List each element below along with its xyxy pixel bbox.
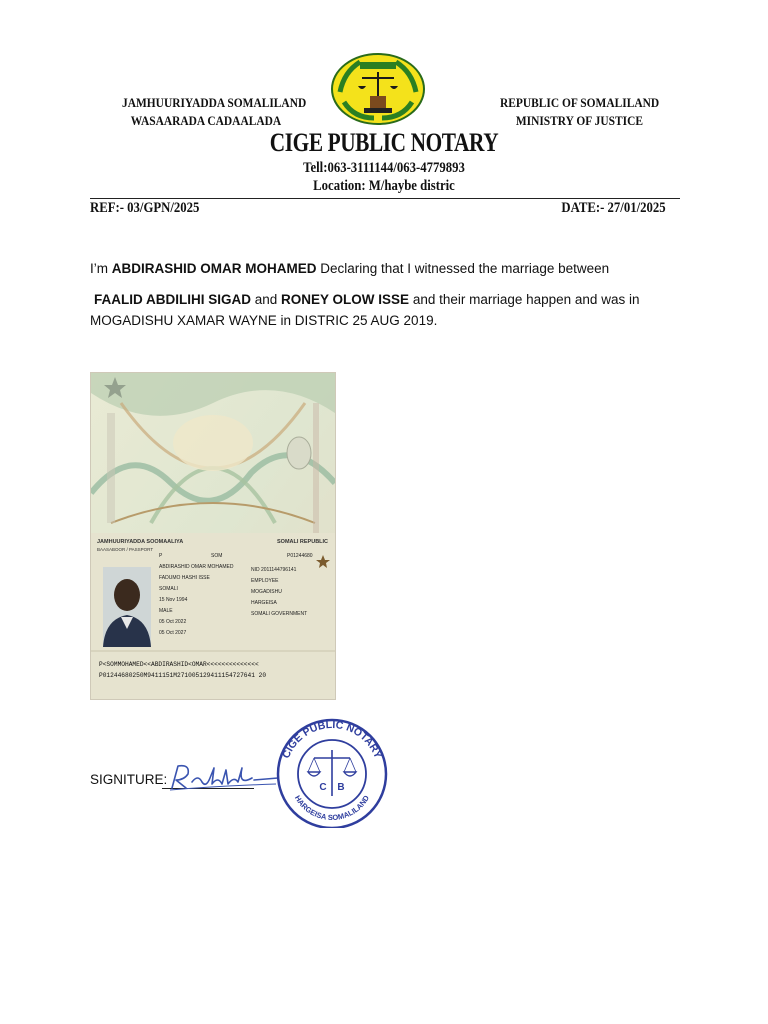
header-left-line2: WASAARADA CADAALADA <box>130 113 282 128</box>
passport-surname: ABDIRASHID OMAR MOHAMED <box>159 564 234 570</box>
declaration-line-1 <box>90 261 609 276</box>
passport-mrz-line1: P<SOMMOHAMED<<ABDIRASHID<OMAR<<<<<<<<<<<<<< <box>99 661 259 668</box>
stamp-initial-right: B <box>337 782 345 793</box>
line1-suffix: Declaring that I witnessed the marriage between <box>316 261 610 276</box>
declaration-line-2 <box>94 292 639 307</box>
stamp-bottom-text: HARGEISA SOMALILAND <box>292 793 372 823</box>
stamp-initial-left: C <box>319 782 327 793</box>
passport-nationality: SOMALI <box>159 586 178 592</box>
passport-country-en: SOMALI REPUBLIC <box>277 539 329 545</box>
signature-label: SIGNITURE: <box>90 772 168 787</box>
party1-name: FAALID ABDILIHI SIGAD <box>94 292 251 307</box>
passport-type: P <box>159 553 163 559</box>
and-word: and <box>251 292 282 307</box>
notary-location: Location: M/haybe distric <box>313 178 455 194</box>
stamp-top-text: CIGE PUBLIC NOTARY <box>280 718 384 761</box>
passport-country-so: JAMHUURIYADDA SOOMAALIYA <box>97 539 184 545</box>
declarant-name: ABDIRASHID OMAR MOHAMED <box>111 261 317 276</box>
header-divider <box>90 198 680 199</box>
header-right-line1: REPUBLIC OF SOMALILAND <box>500 95 660 110</box>
notary-title: CIGE PUBLIC NOTARY <box>269 128 499 157</box>
passport-issue-place: HARGEISA <box>251 600 277 606</box>
reference-number: REF:- 03/GPN/2025 <box>90 200 200 216</box>
somaliland-coat-of-arms-icon <box>330 52 426 126</box>
notary-stamp <box>272 716 392 828</box>
passport-doc-type: BAASABOOR / PASSPORT <box>97 547 154 552</box>
header-left-line1: JAMHUURIYADDA SOMALILAND <box>122 95 307 110</box>
passport-dob: 15 Nov 1994 <box>159 597 188 603</box>
passport-scan-image <box>90 372 336 700</box>
passport-code: SOM <box>211 553 223 559</box>
header-left <box>122 94 306 130</box>
passport-expiry: 05 Oct 2027 <box>159 630 187 636</box>
declaration-line-3: MOGADISHU XAMAR WAYNE in DISTRIC 25 AUG 2019. <box>90 313 438 328</box>
header-right <box>500 94 659 130</box>
passport-birthplace: MOGADISHU <box>251 589 282 595</box>
document-date: DATE:- 27/01/2025 <box>561 200 666 216</box>
header-right-line2: MINISTRY OF JUSTICE <box>515 113 643 128</box>
passport-number: P01244680 <box>287 553 313 559</box>
passport-nid: NID 2011144796141 <box>251 567 297 573</box>
passport-issue: 05 Oct 2022 <box>159 619 187 625</box>
handwritten-signature <box>168 760 280 794</box>
line2-suffix: and their marriage happen and was in <box>409 292 640 307</box>
passport-given: FADUMO HASHI ISSE <box>159 575 210 581</box>
party2-name: RONEY OLOW ISSE <box>281 292 410 307</box>
passport-authority: SOMALI GOVERNMENT <box>251 611 308 617</box>
passport-sex: MALE <box>159 608 173 614</box>
notary-phone: Tell:063-3111144/063-4779893 <box>303 160 465 176</box>
passport-mrz-line2: P01244680250M9411151M271005129411154727641 20 <box>99 672 267 679</box>
line1-prefix: I’m <box>90 261 112 276</box>
passport-profession: EMPLOYEE <box>251 578 279 584</box>
